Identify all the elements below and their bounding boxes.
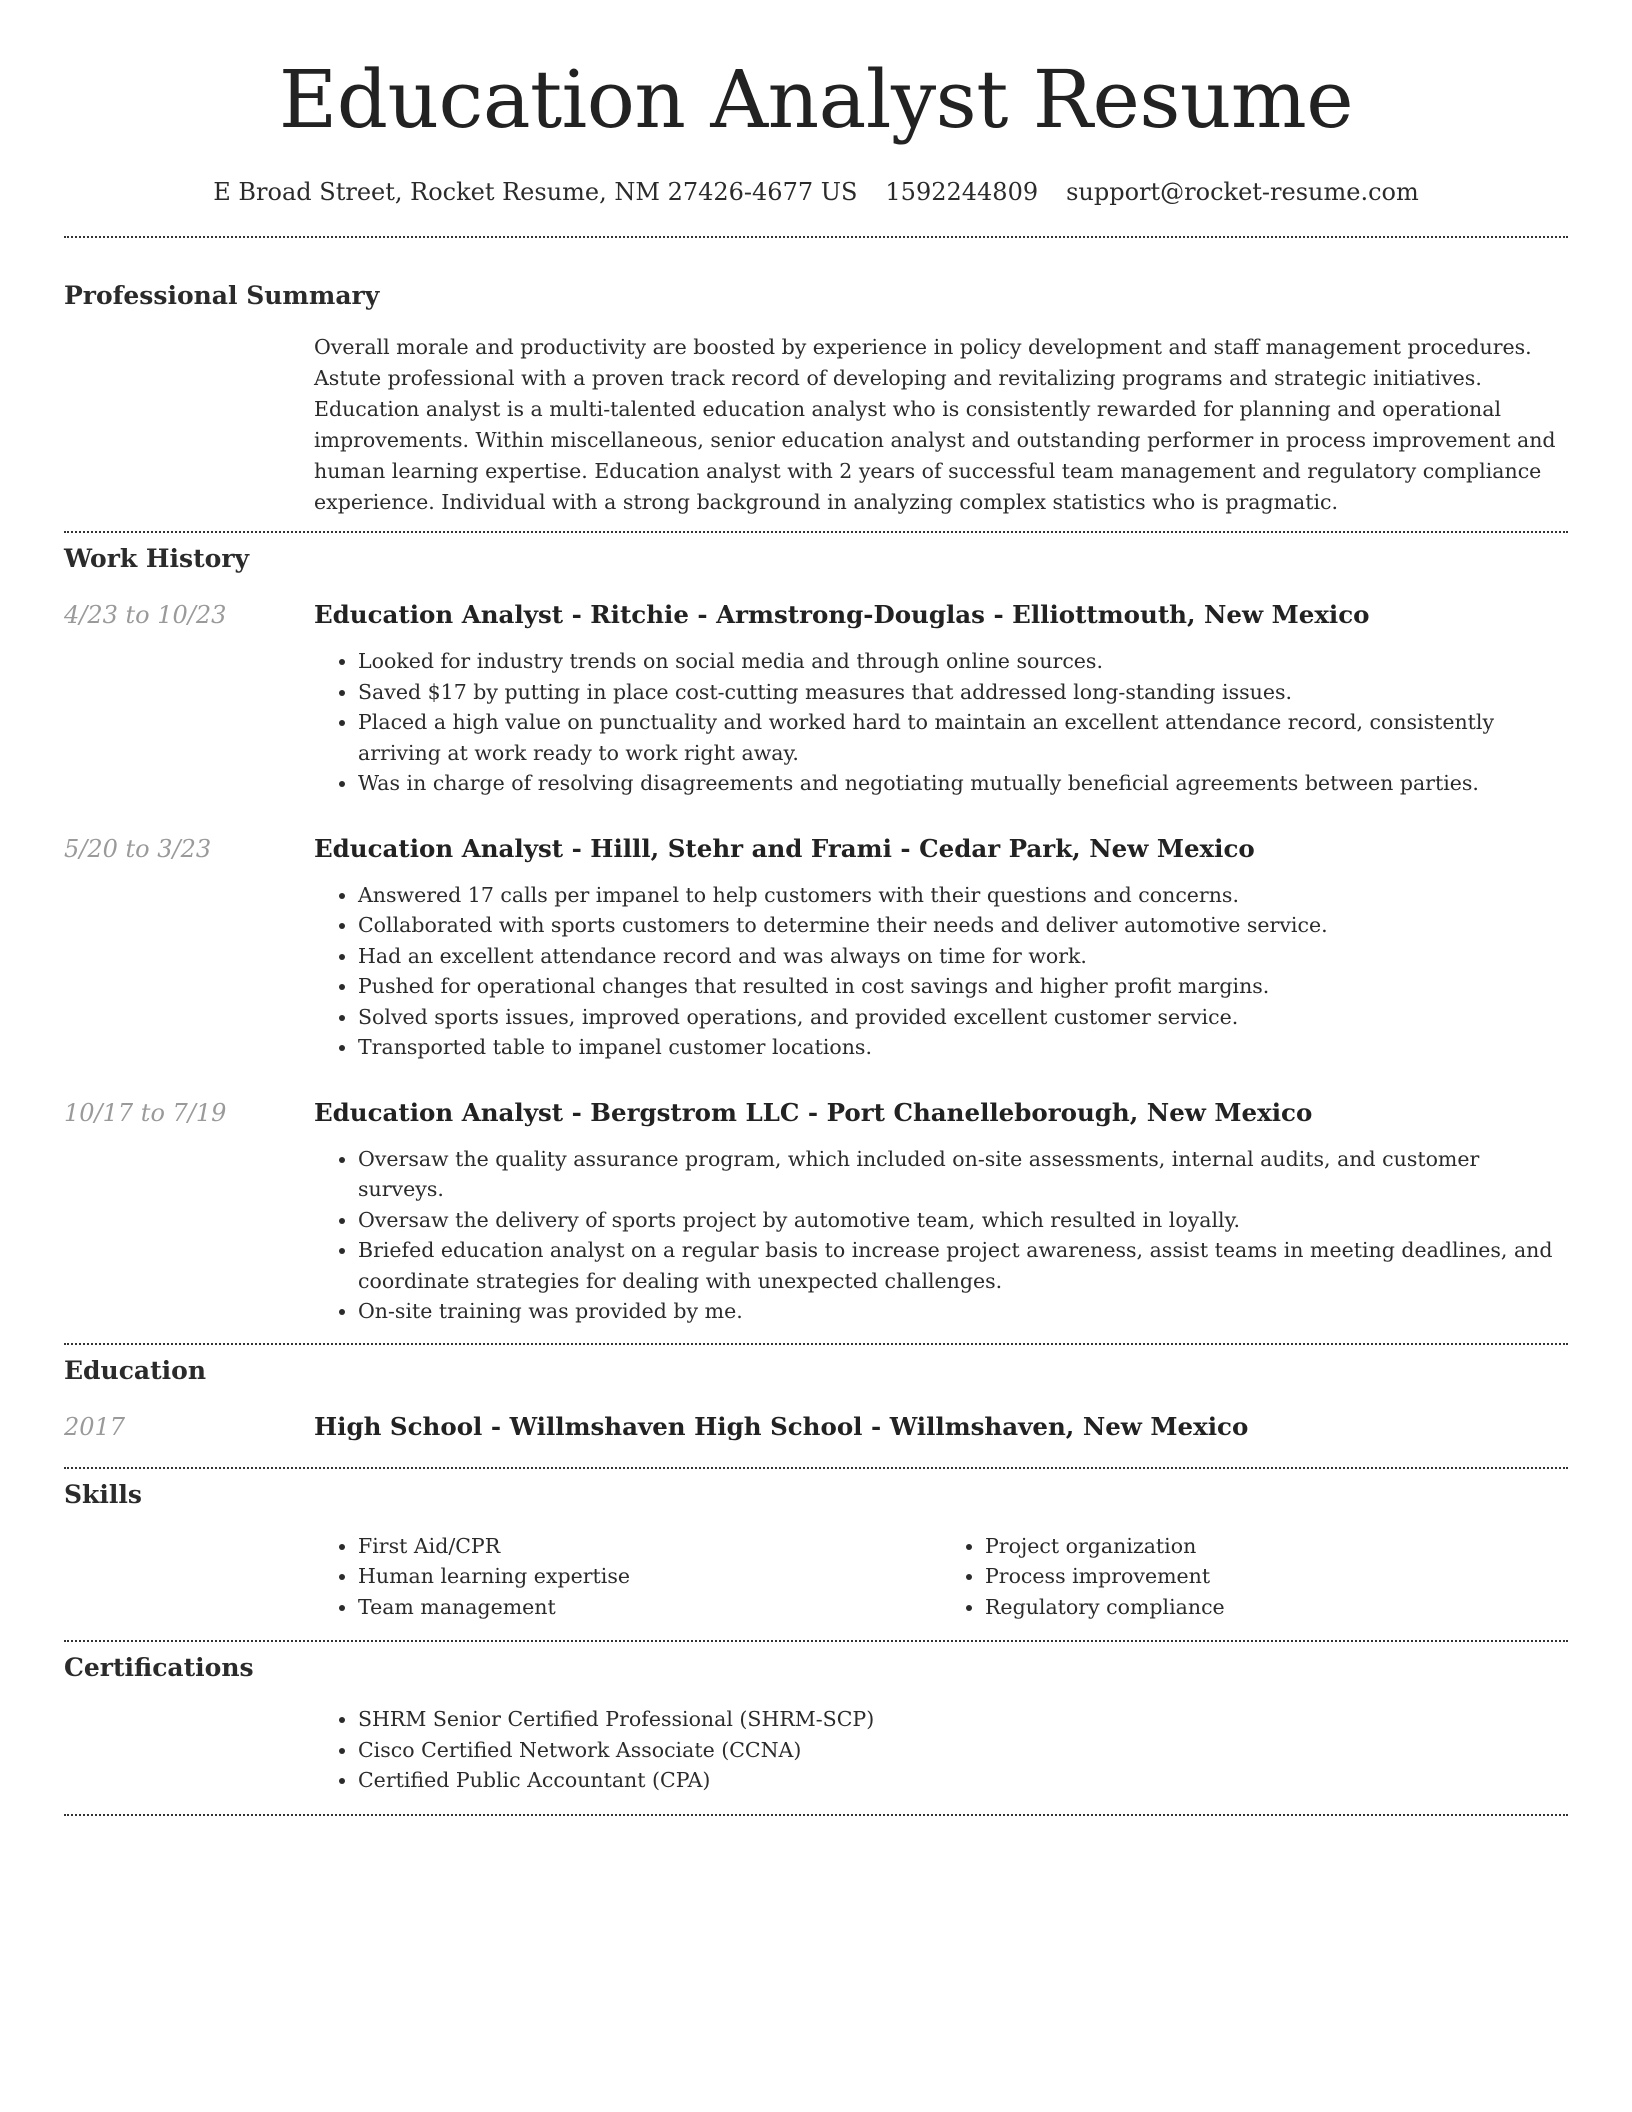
- education-title: High School - Willmshaven High School - Willmshaven, New Mexico: [314, 1411, 1249, 1441]
- list-item: • Certified Public Accountant (CPA): [358, 1765, 1568, 1796]
- divider: [64, 1640, 1568, 1642]
- list-item: • On-site training was provided by me.: [358, 1296, 1568, 1327]
- job-bullets: [314, 646, 1568, 799]
- work-history-heading: Work History: [64, 544, 250, 573]
- list-item: • First Aid/CPR: [358, 1531, 941, 1562]
- list-item: • Project organization: [985, 1531, 1568, 1562]
- skills-list-left: [314, 1531, 941, 1623]
- list-item: • Answered 17 calls per impanel to help customers with their questions and concerns.: [358, 880, 1568, 911]
- list-item: • Was in charge of resolving disagreements and negotiating mutually beneficial agreements between parties.: [358, 768, 1568, 799]
- list-item: • Regulatory compliance: [985, 1592, 1568, 1623]
- job-bullets: [314, 1144, 1568, 1327]
- certifications-heading: Certifications: [64, 1653, 254, 1682]
- job-bullets: [314, 880, 1568, 1063]
- contact-email: support@rocket-resume.com: [1066, 178, 1419, 206]
- list-item: • Pushed for operational changes that resulted in cost savings and higher profit margins.: [358, 971, 1568, 1002]
- job-dates: 5/20 to 3/23: [64, 834, 212, 863]
- divider: [64, 1343, 1568, 1345]
- divider: [64, 236, 1568, 238]
- list-item: • Had an excellent attendance record and was always on time for work.: [358, 941, 1568, 972]
- job-title: Education Analyst - Bergstrom LLC - Port Chanelleborough, New Mexico: [314, 1097, 1313, 1127]
- skills-list-right: [941, 1531, 1568, 1623]
- list-item: • Briefed education analyst on a regular basis to increase project awareness, assist teams in meeting deadlines, and coordinate strategies for dealing with unexpected challenges.: [358, 1235, 1568, 1296]
- job-entry: [64, 599, 1568, 799]
- list-item: • Transported table to impanel customer locations.: [358, 1032, 1568, 1063]
- summary-heading: Professional Summary: [64, 281, 380, 310]
- list-item: • Collaborated with sports customers to determine their needs and deliver automotive service.: [358, 910, 1568, 941]
- job-entry: [64, 833, 1568, 1063]
- list-item: • Solved sports issues, improved operations, and provided excellent customer service.: [358, 1002, 1568, 1033]
- list-item: • Human learning expertise: [358, 1561, 941, 1592]
- summary-text: Overall morale and productivity are boosted by experience in policy development and staff management procedures. Astute professional with a proven track record of developing and revitalizing programs and strategic initiatives. Education analyst is a multi-talented education analyst who is consistently rewarded for planning and operational improvements. Within miscellaneous, senior education analyst and outstanding performer in process improvement and human learning expertise. Education analyst with 2 years of successful team management and regulatory compliance experience. Individual with a strong background in analyzing complex statistics who is pragmatic.: [314, 335, 1556, 514]
- contact-address: E Broad Street, Rocket Resume, NM 27426-4677 US: [213, 178, 858, 206]
- skills-heading: Skills: [64, 1479, 142, 1509]
- resume-title: Education Analyst Resume: [278, 53, 1354, 146]
- list-item: • Team management: [358, 1592, 941, 1623]
- education-year: 2017: [64, 1412, 126, 1441]
- education-entry: [64, 1411, 1568, 1443]
- job-title: Education Analyst - Hilll, Stehr and Frami - Cedar Park, New Mexico: [314, 833, 1255, 863]
- certifications-list: [314, 1704, 1568, 1796]
- education-heading: Education: [64, 1355, 207, 1385]
- skills-row: [64, 1531, 1568, 1623]
- list-item: • Saved $17 by putting in place cost-cutting measures that addressed long-standing issues.: [358, 677, 1568, 708]
- divider: [64, 531, 1568, 533]
- contact-line: [64, 176, 1568, 208]
- contact-phone: 1592244809: [885, 178, 1039, 206]
- list-item: • Oversaw the quality assurance program, which included on-site assessments, internal audits, and customer surveys.: [358, 1144, 1568, 1205]
- certifications-row: [64, 1704, 1568, 1796]
- list-item: • Looked for industry trends on social media and through online sources.: [358, 646, 1568, 677]
- job-dates: 10/17 to 7/19: [64, 1098, 227, 1127]
- divider: [64, 1467, 1568, 1469]
- job-title: Education Analyst - Ritchie - Armstrong-Douglas - Elliottmouth, New Mexico: [314, 600, 1370, 629]
- list-item: • Process improvement: [985, 1561, 1568, 1592]
- job-entry: [64, 1097, 1568, 1327]
- list-item: • Oversaw the delivery of sports project by automotive team, which resulted in loyally.: [358, 1205, 1568, 1236]
- divider: [64, 1814, 1568, 1816]
- list-item: • Placed a high value on punctuality and worked hard to maintain an excellent attendance record, consistently arriving at work ready to work right away.: [358, 707, 1568, 768]
- summary-row: [64, 332, 1568, 518]
- list-item: • SHRM Senior Certified Professional (SHRM-SCP): [358, 1704, 1568, 1735]
- job-dates: 4/23 to 10/23: [64, 601, 227, 629]
- list-item: • Cisco Certified Network Associate (CCNA): [358, 1735, 1568, 1766]
